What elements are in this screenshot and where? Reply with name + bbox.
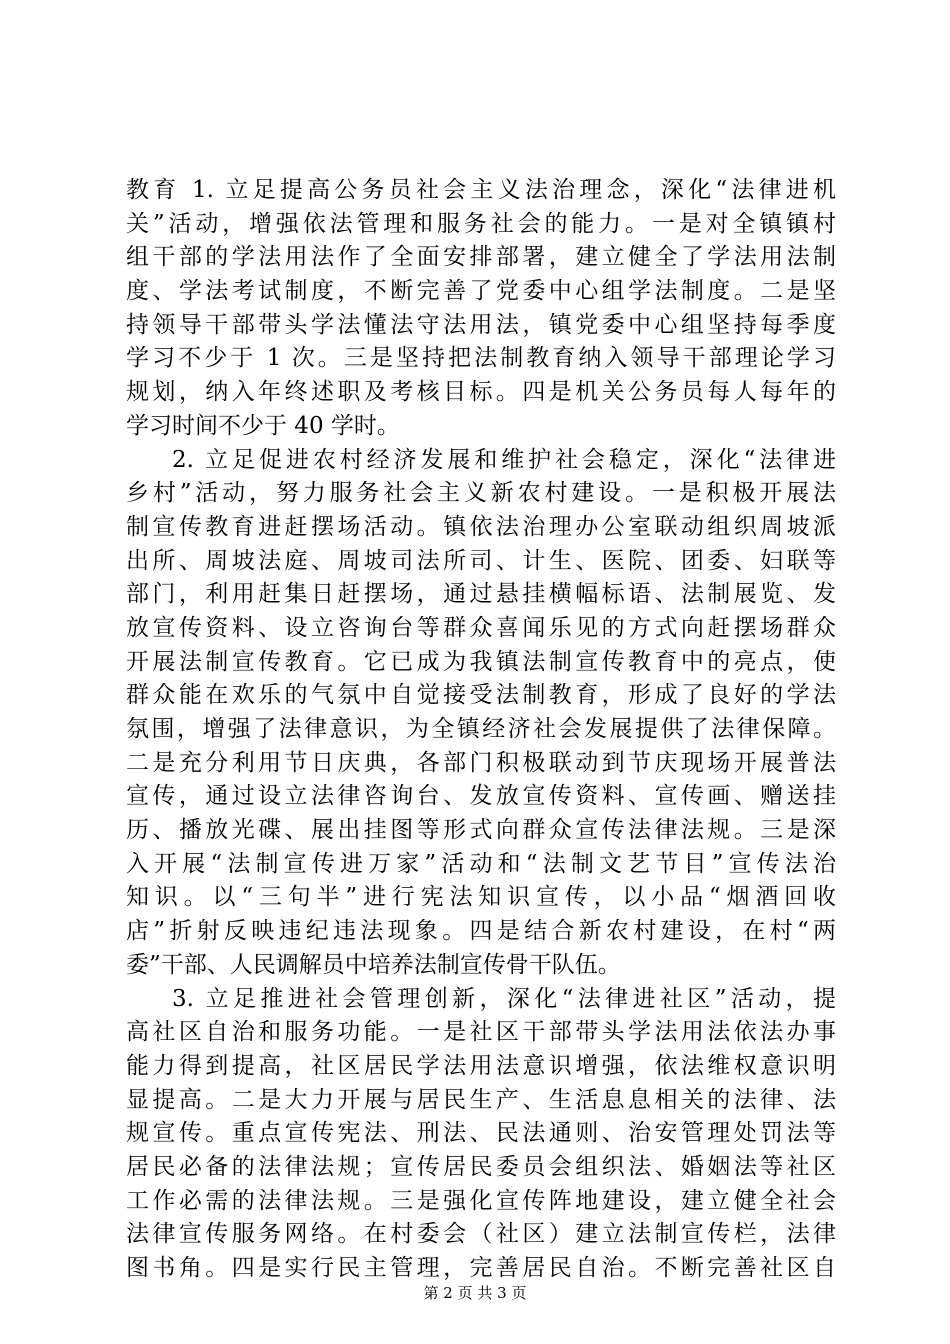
text-line: 教育 1. 立足提高公务员社会主义法治理念，深化“法律进机 <box>126 177 836 203</box>
text-line: 规宣传。重点宣传宪法、刑法、民法通则、治安管理处罚法等 <box>126 1120 836 1147</box>
text-line: 度、学法考试制度，不断完善了党委中心组学法制度。二是坚 <box>126 278 836 305</box>
text-line: 店”折射反映违纪违法现象。四是结合新农村建设，在村“两 <box>126 918 836 945</box>
text-line: 图书角。四是实行民主管理，完善居民自治。不断完善社区自 <box>126 1255 836 1281</box>
text-line: 部门，利用赶集日赶摆场，通过悬挂横幅标语、法制展览、发 <box>126 581 836 608</box>
text-line: 显提高。二是大力开展与居民生产、生活息息相关的法律、法 <box>126 1086 836 1113</box>
text-line: 法律宣传服务网络。在村委会（社区）建立法制宣传栏，法律 <box>126 1221 836 1248</box>
page-footer: 第 2 页 共 3 页 <box>423 1284 527 1302</box>
text-line: 组干部的学法用法作了全面安排部署，建立健全了学法用法制 <box>126 244 836 271</box>
text-line: 居民必备的法律法规；宣传居民委员会组织法、婚姻法等社区 <box>126 1153 836 1180</box>
text-line: 学习不少于 1 次。三是坚持把法制教育纳入领导干部理论学习 <box>126 345 836 372</box>
text-line: 委”干部、人民调解员中培养法制宣传骨干队伍。 <box>126 951 621 978</box>
text-line: 群众能在欢乐的气氛中自觉接受法制教育，形成了良好的学法 <box>126 682 836 709</box>
text-line: 放宣传资料、设立咨询台等群众喜闻乐见的方式向赶摆场群众 <box>126 614 836 641</box>
text-line: 乡村”活动，努力服务社会主义新农村建设。一是积极开展法 <box>126 480 836 507</box>
text-line: 历、播放光碟、展出挂图等形式向群众宣传法律法规。三是深 <box>126 817 836 844</box>
text-line: 持领导干部带头学法懂法守法用法，镇党委中心组坚持每季度 <box>126 311 836 338</box>
text-line: 二是充分利用节日庆典，各部门积极联动到节庆现场开展普法 <box>126 749 836 776</box>
text-line: 高社区自治和服务功能。一是社区干部带头学法用法依法办事 <box>126 1019 836 1046</box>
text-line: 入开展“法制宣传进万家”活动和“法制文艺节目”宣传法治 <box>126 850 836 877</box>
text-line: 宣传，通过设立法律咨询台、发放宣传资料、宣传画、赠送挂 <box>126 783 836 810</box>
text-line: 工作必需的法律法规。三是强化宣传阵地建设，建立健全社会 <box>126 1187 836 1214</box>
text-line: 氛围，增强了法律意识，为全镇经济社会发展提供了法律保障。 <box>126 716 836 742</box>
text-line: 规划，纳入年终述职及考核目标。四是机关公务员每人每年的 <box>126 379 836 406</box>
text-line: 学习时间不少于 40 学时。 <box>126 412 400 439</box>
body-text <box>126 174 836 1286</box>
text-line: 知识。以“三句半”进行宪法知识宣传，以小品“烟酒回收 <box>126 884 836 911</box>
text-line: 制宣传教育进赶摆场活动。镇依法治理办公室联动组织周坡派 <box>126 513 836 540</box>
text-line: 开展法制宣传教育。它已成为我镇法制宣传教育中的亮点，使 <box>126 648 836 675</box>
text-line: 出所、周坡法庭、周坡司法所司、计生、医院、团委、妇联等 <box>126 547 836 574</box>
text-line: 能力得到提高，社区居民学法用法意识增强，依法维权意识明 <box>126 1052 836 1079</box>
text-line: 2. 立足促进农村经济发展和维护社会稳定，深化“法律进 <box>172 446 836 473</box>
text-line: 3. 立足推进社会管理创新，深化“法律进社区”活动，提 <box>172 985 836 1012</box>
text-line: 关”活动，增强依法管理和服务社会的能力。一是对全镇镇村 <box>126 210 836 237</box>
